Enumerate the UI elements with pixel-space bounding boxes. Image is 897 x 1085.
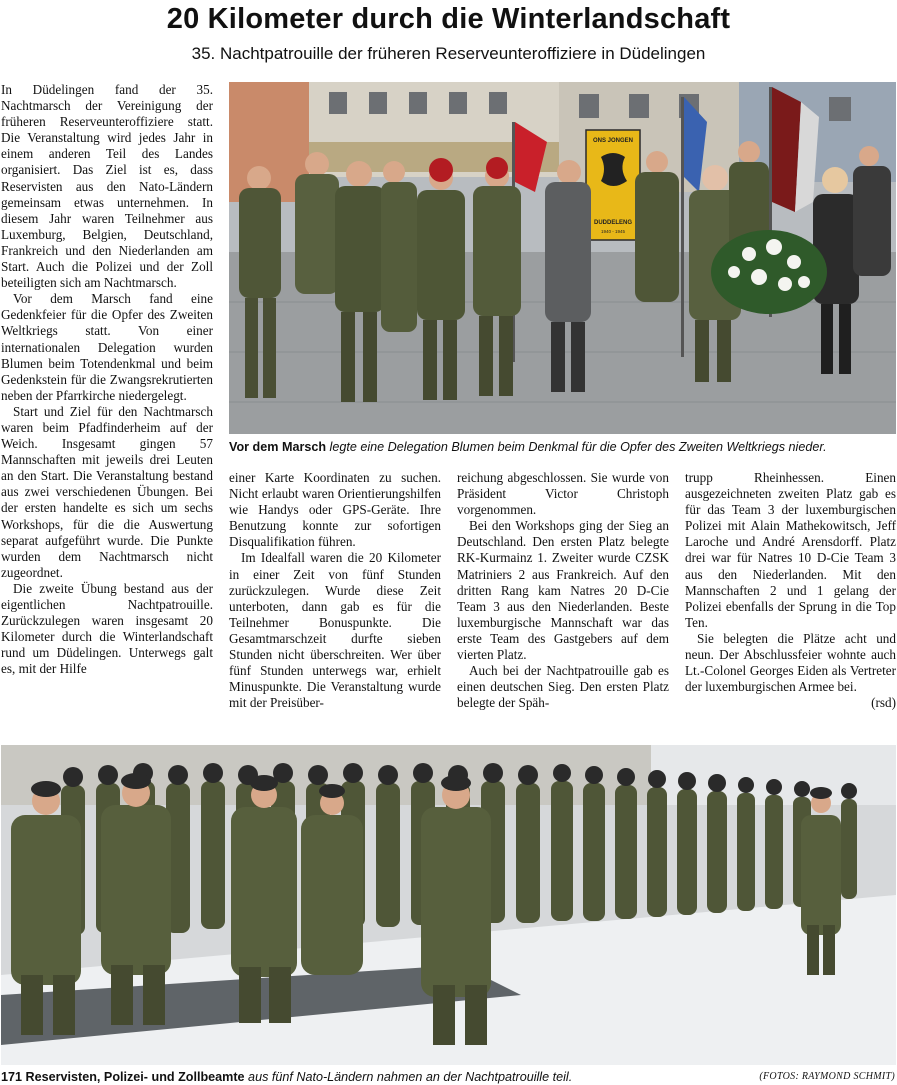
paragraph: Im Idealfall waren die 20 Kilometer in einer Zeit von fünf Stunden zurückzulegen. Wurde diese Zeit unterboten, dann gab es für die Teilnehmer Bonuspunkte. Die Gesamtmarschzeit durfte sieben Stunden nicht überschreiten. Wer über fünf Stunden unterwegs war, erhielt Minuspunkte. Die Veranstaltung wurde mit der Preisüber-	[229, 550, 441, 711]
paragraph: reichung abgeschlossen. Sie wurde von Präsident Victor Christoph vorgenommen.	[457, 470, 669, 518]
paragraph: Start und Ziel für den Nachtmarsch waren beim Pfadfinderheim auf der Weich. Insgesamt gingen 57 Mannschaften mit jeweils drei Leuten an den Start. Die Veranstaltung bestand aus zwei verschiedenen Übungen. Bei der ersten handelte es sich um sechs Workshops, für die die Auswertung separat aufgeführt wurde. Die Punkte wurden dem Nachtmarsch nicht zugeordnet.	[1, 403, 213, 580]
author-initials: (rsd)	[871, 695, 896, 711]
reservists-lineup-photo	[1, 745, 896, 1065]
subheadline: 35. Nachtpatrouille der früheren Reserveunteroffiziere in Düdelingen	[191, 44, 706, 63]
article-column-3	[457, 470, 669, 732]
photo-caption-2	[1, 1069, 572, 1085]
article-column-1	[1, 82, 213, 732]
headline: 20 Kilometer durch die Winterlandschaft	[166, 3, 731, 35]
caption-lead: 171 Reservisten, Polizei- und Zollbeamte	[1, 1070, 245, 1084]
photo-credit: (FOTOS: RAYMOND SCHMIT)	[759, 1071, 895, 1082]
photo-caption-1	[229, 439, 827, 455]
paragraph: einer Karte Koordinaten zu suchen. Nicht erlaubt waren Orientierungshilfen wie Handys oder GPS-Geräte. Ihre Benutzung konnte zur sofortigen Disqualifikation führen.	[229, 470, 441, 550]
banner-text: ONS JONGEN	[592, 138, 634, 144]
paragraph: Bei den Workshops ging der Sieg an Deutschland. Den ersten Platz belegte RK-Kurmainz 1. Zweiter wurde CZSK Matriniers 2 aus Frankreich. Auf den dritten Rang kam Natres 20 D-Cie Team 3 aus den Niederlanden. Beste luxemburgische Mannschaft war das erste Team des Gastgebers auf dem vierten Platz.	[457, 518, 669, 663]
memorial-delegation-photo	[229, 82, 896, 434]
paragraph: Auch bei der Nachtpatrouille gab es einen deutschen Sieg. Den ersten Platz belegte der Späh-	[457, 663, 669, 711]
article-column-4	[685, 470, 896, 732]
paragraph: Die zweite Übung bestand aus der eigentlichen Nachtpatrouille. Zurückzulegen waren insgesamt 20 Kilometer durch die Winterlandschaft rund um Düdelingen. Unterwegs galt es, mit der Hilfe	[1, 580, 213, 677]
paragraph: trupp Rheinhessen. Einen ausgezeichneten zweiten Platz gab es für das Team 3 der luxemburgischen Polizei mit Alain Mathekowitsch, Jeff Laroche und André Arensdorff. Platz drei war für Natres 10 D-Cie Team 3 aus den Niederlanden. Mit den Mannschaften 2 und 1 gelang der Polizei ebenfalls der Sprung in die Top Ten.	[685, 470, 896, 630]
caption-text: legte eine Delegation Blumen beim Denkmal für die Opfer des Zweiten Weltkriegs nieder.	[326, 440, 827, 454]
banner-years: 1940 - 1945	[600, 229, 626, 234]
caption-text: aus fünf Nato-Ländern nahmen an der Nachtpatrouille teil.	[244, 1070, 573, 1084]
banner-city: DUDDELENG	[593, 220, 633, 226]
paragraph: Sie belegten die Plätze acht und neun. Der Abschlussfeier wohnte auch Lt.-Colonel Georges Eiden als Vertreter der luxemburgischen Armee bei.	[685, 630, 896, 695]
paragraph: In Düdelingen fand der 35. Nachtmarsch der Vereinigung der früheren Reserveunteroffiziere statt. Die Veranstaltung wird jedes Jahr in einem anderen Teil des Landes organisiert. Das Ziel ist es, dass Reservisten aus den Nato-Ländern gemeinsam etwas unternehmen. In diesem Jahr waren Teilnehmer aus Luxemburg, Belgien, Deutschland, Frankreich und den Niederlanden am Start. Auch die Polizei und der Zoll beteiligten sich am Nachtmarsch.	[1, 82, 213, 291]
paragraph: Vor dem Marsch fand eine Gedenkfeier für die Opfer des Zweiten Weltkriegs statt. Von einer internationalen Delegation wurden Blumen beim Totendenkmal und beim Gedenkstein für die Zwangsrekrutierten neben der Pfarrkirche niedergelegt.	[1, 291, 213, 403]
caption-lead: Vor dem Marsch	[229, 440, 327, 454]
article-column-2	[229, 470, 441, 732]
